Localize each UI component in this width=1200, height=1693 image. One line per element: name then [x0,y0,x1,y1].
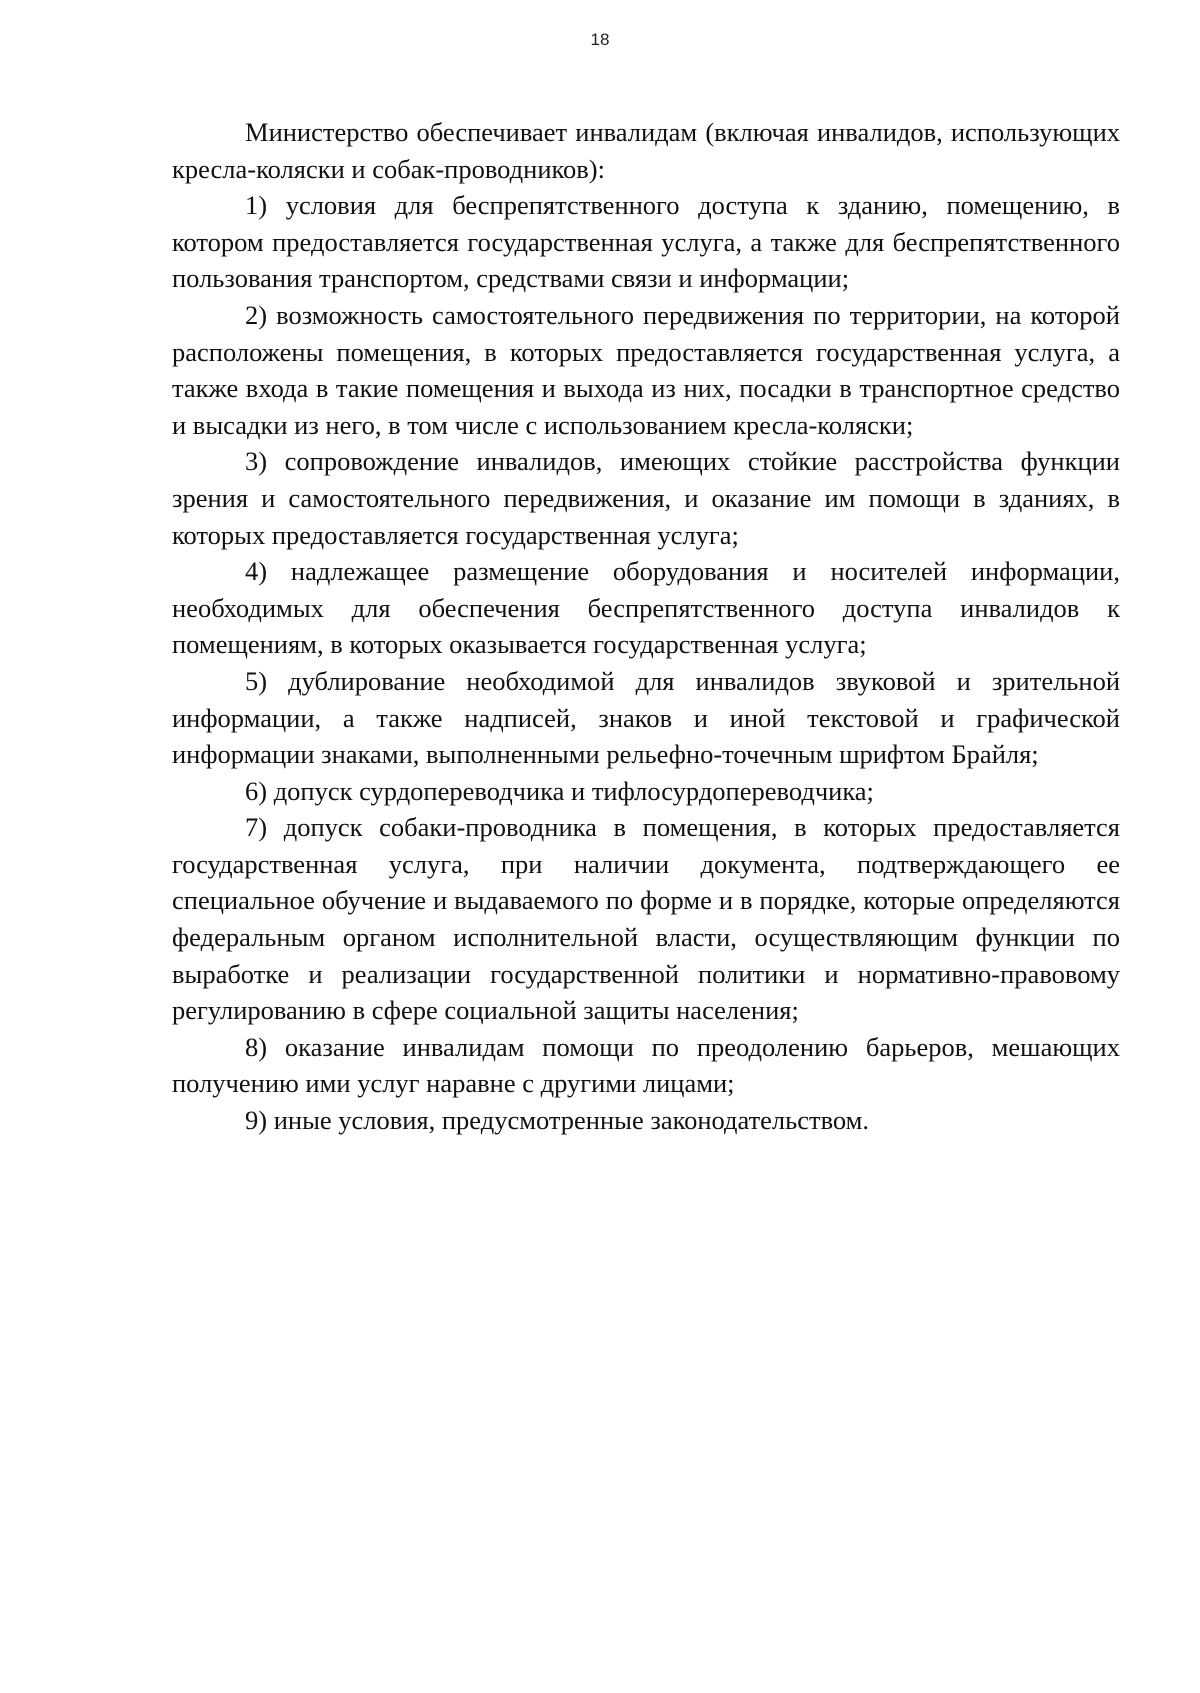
paragraph-item-4: 4) надлежащее размещение оборудования и носителей информации, необходимых для обеспечения беспрепятственного доступа инвалидов к помещениям, в которых оказывается государственная услуга; [172,556,1120,660]
paragraph-item-6: 6) допуск сурдопереводчика и тифлосурдопереводчика; [245,775,874,806]
paragraph-item-9: 9) иные условия, предусмотренные законодательством. [245,1105,870,1136]
document-body [172,114,1120,1139]
paragraph-item-1: 1) условия для беспрепятственного доступа к зданию, помещению, в котором предоставляется государственная услуга, а также для беспрепятственного пользования транспортом, средствами связи и информации; [172,190,1120,294]
paragraph-item-7: 7) допуск собаки-проводника в помещения, в которых предоставляется государственная услуга, при наличии документа, подтверждающего ее специальное обучение и выдаваемого по форме и в порядке, которые определяются федеральным органом исполнительной власти, осуществляющим функции по выработке и реализации государственной политики и нормативно-правовому регулированию в сфере социальной защиты населения; [172,812,1120,1026]
paragraph-item-5: 5) дублирование необходимой для инвалидов звуковой и зрительной информации, а также надписей, знаков и иной текстовой и графической информации знаками, выполненными рельефно-точечным шрифтом Брайля; [172,665,1120,770]
paragraph-intro: Министерство обеспечивает инвалидам (включая инвалидов, использующих кресла-коляски и собак-проводников): [172,117,1120,184]
paragraph-item-3: 3) сопровождение инвалидов, имеющих стойкие расстройства функции зрения и самостоятельного передвижения, и оказание им помощи в зданиях, в которых предоставляется государственная услуга; [172,446,1120,550]
page-number: 18 [590,30,610,49]
paragraph-item-8: 8) оказание инвалидам помощи по преодолению барьеров, мешающих получению ими услуг наравне с другими лицами; [172,1031,1120,1099]
paragraph-item-2: 2) возможность самостоятельного передвижения по территории, на которой расположены помещения, в которых предоставляется государственная услуга, а также входа в такие помещения и выхода из них, посадки в транспортное средство и высадки из него, в том числе с использованием кресла-коляски; [172,299,1120,440]
